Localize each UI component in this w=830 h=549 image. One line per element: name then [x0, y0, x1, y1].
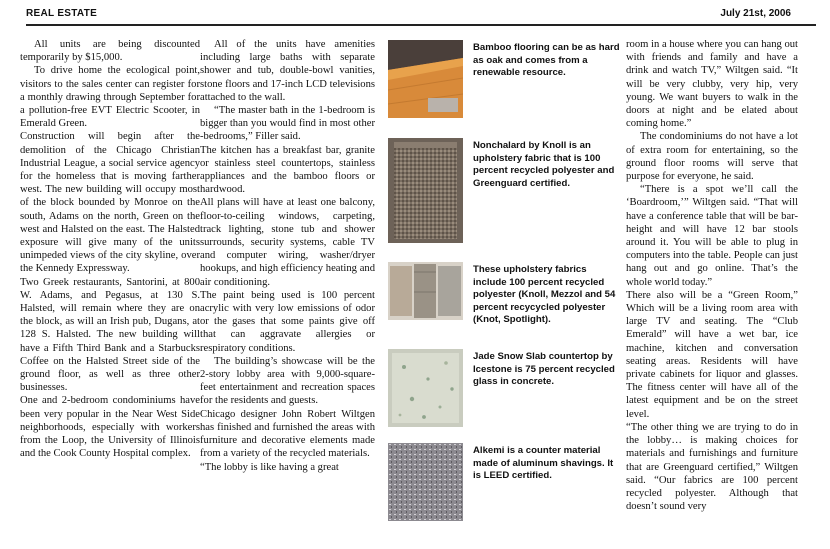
paragraph: Two Greek restaurants, Santorini, at 800 W. Adams, and Pegasus, at 130 S. Halsted, will remain where they are on the block, as will an Irish pub, Dugans, at 128 S. Halsted. The new building will have a Fifth Third Bank and a Starbucks Coffee on the Halsted Street side of the ground floor, as well as three other businesses.	[20, 276, 200, 394]
caption-alkemi: Alkemi is a counter material made of aluminum shavings. It is LEED certified.	[473, 445, 614, 482]
alkemi-photo	[388, 443, 463, 521]
upholstery-fabrics-image	[388, 262, 463, 320]
paragraph: The condominiums do not have a lot of extra room for entertaining, so the ground floor rooms will serve that purpose for everyone, he said.	[626, 131, 798, 183]
caption-nonchalard: Nonchalard by Knoll is an upholstery fabric that is 100 percent recycled polyester and Greenguard certified.	[473, 140, 615, 189]
paragraph: The kitchen has a breakfast bar, granite or stainless steel countertops, stainless appliances and the bamboo floors or hardwood.	[200, 144, 375, 196]
paragraph: All units are being discounted temporarily by $15,000.	[20, 39, 200, 64]
paragraph: “The lobby is like having a great	[200, 461, 339, 473]
header-rule	[26, 24, 816, 26]
paragraph: One and 2-bedroom condominiums have been very popular in the Near West Side neighborhoods, especially with workers from the Loop, the University of Illinois and the Cook County Hospital complex.	[20, 395, 200, 460]
upholstery-fabrics-photo	[388, 262, 463, 320]
paragraph: Construction will begin after the demolition of the Chicago Christian Industrial League, a social service agency for the homeless that is moving farther west. The new building will occupy most of the block bounded by Monroe on the south, Adams on the north, Green on the west and Halsted on the east. The Halsted exposure will give many of the units unimpeded views of the city skyline, over the Kennedy Expressway.	[20, 131, 200, 275]
paragraph: room in a house where you can hang out with friends and family and have a drink and watch TV,” Wiltgen said. “It will be very clubby, very hip, very young. We want buyers to walk in the doors at night and be elated about coming home.”	[626, 39, 798, 130]
bamboo-flooring-image	[388, 40, 463, 118]
paragraph: All plans will have at least one balcony, floor-to-ceiling windows, carpeting, track lighting, stone tub and shower surrounds, security systems, cable TV and computer wiring, washer/dryer hookups, and high efficiency heating and air conditioning.	[200, 197, 375, 288]
paragraph: “The other thing we are trying to do in the lobby… is making choices for materials and furnishings and furniture that are Greenguard certified,” Wiltgen said. “Our fabrics are 100 percent recycled polyester. Although that doesn’t sound very	[626, 421, 798, 513]
page-header	[26, 8, 791, 24]
jade-snow-slab-image	[388, 349, 463, 427]
issue-date: July 21st, 2006	[720, 8, 791, 19]
jade-snow-slab-photo	[388, 349, 463, 427]
article-column-1	[20, 38, 200, 543]
article-column-3	[626, 38, 798, 543]
caption-bamboo: Bamboo flooring can be as hard as oak and comes from a renewable resource.	[473, 42, 620, 79]
paragraph: The building’s showcase will be the 2-story lobby area with 9,000-square-feet entertainment and recreation spaces for the residents and guests.	[200, 355, 375, 407]
article-column-2	[200, 38, 375, 543]
caption-upholstery: These upholstery fabrics include 100 percent recycled polyester (Knoll, Mezzol and 54 percent recycycled polyester (Knot, Spotlight).	[473, 264, 616, 326]
paragraph: There also will be a “Green Room,” Which will be a living room area with large TV and seating. The “Club Emerald” will have a wet bar, ice machine, kitchen and conversation seating areas. Residents will have private cabinets for liquor and glasses. The fitness center will have all of the latest equipment and be on the street level.	[626, 289, 798, 420]
paragraph: “The master bath in the 1-bedroom is bigger than you would find in most other -bedrooms,” Filler said.	[200, 105, 375, 143]
alkemi-image	[388, 443, 463, 521]
nonchalard-fabric-image	[388, 138, 463, 243]
section-name: REAL ESTATE	[26, 8, 98, 19]
paragraph: The paint being used is 100 percent acrylic with very low emissions of odor or the gases that some paints give off that can aggravate allergies or respiratory conditions.	[200, 289, 375, 354]
paragraph: To drive home the ecological point, visitors to the sales center can register for a monthly drawing through September for a pollution-free EVT Electric Scooter, in Emerald Green.	[20, 65, 200, 130]
paragraph: “There is a spot we’ll call the ‘Boardroom,’” Wiltgen said. “That will have a conference table that will be bar-height and will have 12 bar stools around it. You will be able to plug in computers into the table. People can just hang out and go online. That’s the whole world today.”	[626, 184, 798, 288]
nonchalard-fabric-photo	[388, 138, 463, 243]
caption-jade-snow-slab: Jade Snow Slab countertop by Icestone is 75 percent recycled glass in concrete.	[473, 351, 615, 388]
bamboo-flooring-photo	[388, 40, 463, 118]
paragraph: Chicago designer John Robert Wiltgen has finished and furnished the areas with furniture and decorative elements made from a variety of the recycled materials.	[200, 408, 375, 460]
paragraph: All of the units have amenities including large baths with separate shower and tub, double-bowl vanities, stone floors and 17-inch LCD televisions attached to the wall.	[200, 39, 375, 103]
